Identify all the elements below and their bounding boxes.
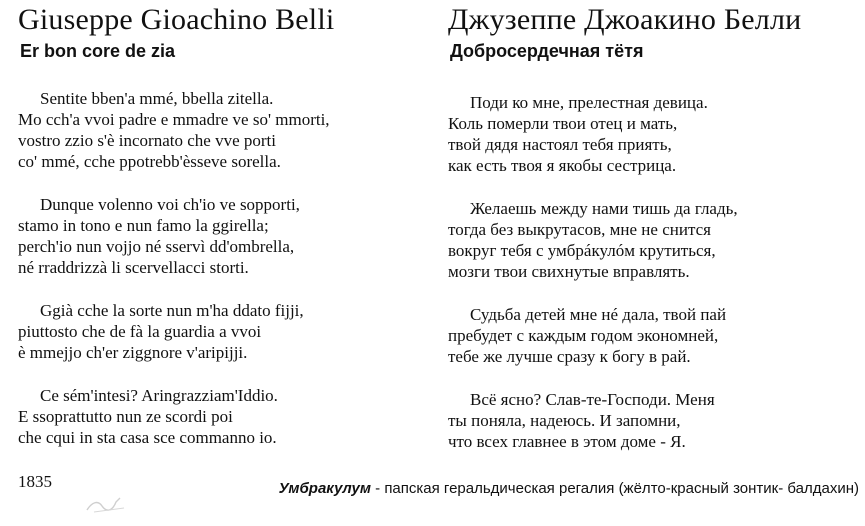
footnote-definition: - папская геральдическая регалия (жёлто-красный зонтик- балдахин): [370, 480, 859, 497]
poem-line: Sentite bben'a mmé, bbella zitella.: [40, 89, 274, 108]
poem-line: тебе же лучше сразу к богу в рай.: [448, 347, 691, 366]
poem-line: vostro zzio s'è incornato che vve porti: [18, 131, 276, 150]
poem-translation-column: [448, 0, 858, 452]
poem-title-italian: Er bon core de zia: [20, 41, 176, 61]
poem-line: stamo in tono e nun famo la ggirella;: [18, 216, 269, 235]
poem-line: Dunque volenno voi ch'io ve sopporti,: [40, 195, 300, 214]
poem-title-russian: Добросердечная тётя: [450, 41, 644, 61]
poem-line: è mmejjo ch'er ziggnore v'aripijji.: [18, 343, 248, 362]
stanza: [18, 88, 428, 172]
poem-line: perch'io nun vojjo né sservì dd'ombrella,: [18, 237, 295, 256]
poem-line: che cqui in sta casa sce commanno io.: [18, 428, 277, 447]
poem-year: 1835: [18, 472, 52, 491]
poem-text-russian: [448, 92, 858, 452]
poem-line: твой дядя настоял тебя приять,: [448, 135, 672, 154]
poem-text-italian: [18, 88, 428, 448]
poem-line: co' mmé, cche ppotrebb'èsseve sorella.: [18, 152, 281, 171]
footnote: [279, 480, 859, 497]
stanza: [18, 194, 428, 278]
author-name-italian: Giuseppe Gioachino Belli: [18, 3, 335, 36]
footnote-term: Умбракулум: [278, 480, 371, 497]
poem-line: piuttosto che de fà la guardia a vvoi: [18, 322, 262, 341]
poem-line: Mo cch'a vvoi padre e mmadre ve so' mmorti,: [18, 110, 330, 129]
stanza: [18, 385, 428, 448]
poem-line: Ce sém'intesi? Aringrazziam'Iddio.: [40, 386, 278, 405]
stanza: [448, 92, 858, 176]
poem-line: тогда без выкрутасов, мне не снится: [448, 220, 711, 239]
poem-original-column: [18, 0, 428, 448]
stanza: [18, 300, 428, 363]
stanza: [448, 389, 858, 452]
author-name-russian: Джузеппе Джоакино Белли: [448, 3, 802, 36]
signature-scribble-icon: [84, 490, 130, 521]
stanza: [448, 198, 858, 282]
poem-line: Желаешь между нами тишь да гладь,: [470, 199, 738, 218]
poem-line: ты поняла, надеюсь. И запомни,: [448, 411, 681, 430]
poem-line: пребудет с каждым годом экономней,: [448, 326, 719, 345]
poem-line: Коль померли твои отец и мать,: [448, 114, 678, 133]
stanza: [448, 304, 858, 367]
poem-line: E ssoprattutto nun ze scordi poi: [18, 407, 233, 426]
poem-line: как есть твоя я якобы сестрица.: [448, 156, 677, 175]
poem-line: né rraddrizzà li scervellacci storti.: [18, 258, 249, 277]
poem-line: Судьба детей мне нé дала, твой пай: [470, 305, 727, 324]
poem-line: что всех главнее в этом доме - Я.: [448, 432, 686, 451]
poem-line: Ggià cche la sorte nun m'ha ddato fijji,: [40, 301, 304, 320]
poem-line: мозги твои свихнутые вправлять.: [448, 262, 690, 281]
poem-line: вокруг тебя с умбрáкулóм крутиться,: [448, 241, 716, 260]
poem-line: Поди ко мне, прелестная девица.: [470, 93, 708, 112]
poem-line: Всё ясно? Слав-те-Господи. Меня: [470, 390, 715, 409]
